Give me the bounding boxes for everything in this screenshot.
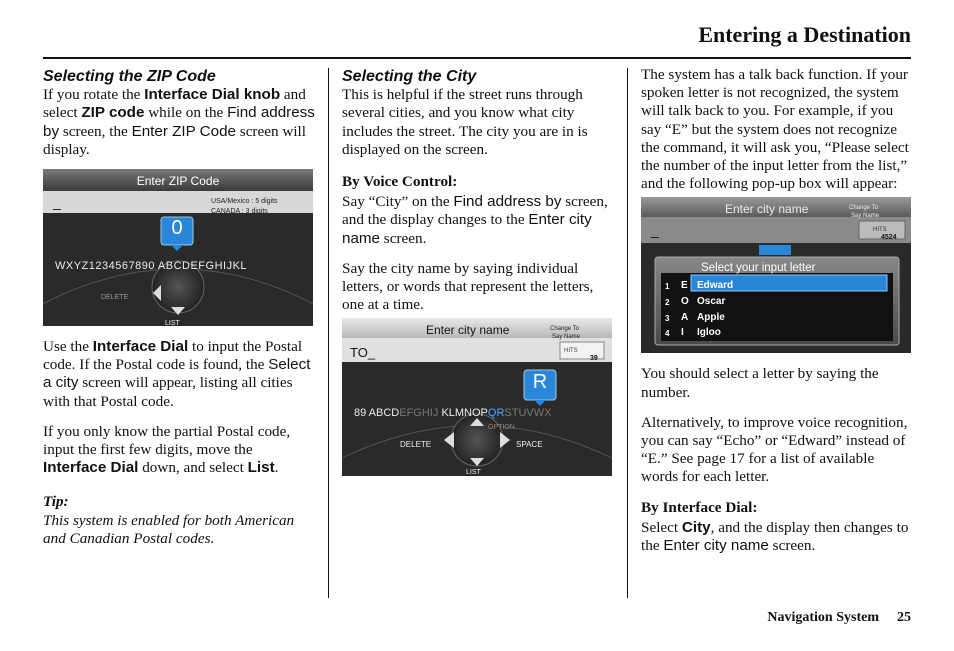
- voice-control-label: By Voice Control:: [342, 173, 458, 191]
- footer-section: Navigation System: [767, 610, 879, 625]
- popup-row-word: Edward: [697, 280, 734, 292]
- select-city-paragraph: Select City, and the display then changes to the Enter city name screen.: [641, 518, 909, 555]
- city-screen-input: TO_: [350, 345, 376, 361]
- popup-row-number: 4: [665, 329, 670, 339]
- heading-city: Selecting the City: [342, 68, 477, 85]
- page-footer: [767, 610, 911, 626]
- title-rule: [43, 57, 911, 59]
- echo-paragraph: Alternatively, to improve voice recognition, you can say “Echo” or “Edward” instead of “E.” See page 17 for a list of available words for each letter.: [641, 413, 908, 486]
- city-screen-dial-characters: 89 ABCDEFGHIJ KLMNOPQRSTUVWX: [354, 407, 552, 420]
- column-zip: [43, 66, 315, 548]
- popup-letter-row[interactable]: [665, 308, 891, 324]
- zip-screen-title: Enter ZIP Code: [136, 174, 220, 189]
- letter-screen-title: Enter city name: [725, 202, 809, 217]
- column-divider-1: [328, 68, 329, 598]
- popup-row-number: 2: [665, 298, 670, 308]
- popup-row-number: 3: [665, 313, 670, 323]
- city-screen-image: [342, 318, 612, 476]
- city-screen-hits-label: HITS: [564, 348, 578, 355]
- column-city: [342, 66, 614, 488]
- popup-letter-row[interactable]: [665, 276, 891, 292]
- page-title: Entering a Destination: [698, 22, 911, 47]
- popup-row-word: Apple: [697, 311, 725, 323]
- talkback-paragraph: The system has a talk back function. If your spoken letter is not recognized, the system will talk back to you. For example, if you say “E” but the system does not recognize the command, it will ask you, “Please select the number of the input letter from the list,” and the following pop-up box will appear:: [641, 66, 909, 193]
- popup-row-number: 1: [665, 282, 670, 292]
- letter-screen-say-name: Say Name: [851, 213, 880, 220]
- city-screen-say-name: Say Name: [552, 334, 581, 341]
- zip-screen-list: LIST: [165, 320, 180, 327]
- popup-row-letter: I: [681, 327, 684, 339]
- page-number: 25: [897, 610, 911, 625]
- interface-dial-label: By Interface Dial:: [641, 498, 758, 516]
- city-paragraph-2: Say “City” on the Find address by screen, and the display changes to the Enter city name screen.: [342, 193, 608, 247]
- zip-paragraph-1: If you rotate the Interface Dial knob and select ZIP code while on the Find address by screen, the Enter ZIP Code screen will display.: [43, 86, 315, 158]
- zip-paragraph-3: If you only know the partial Postal code, input the first few digits, move the Interface Dial down, and select List.: [43, 422, 291, 477]
- zip-screen-selected-digit: 0: [171, 217, 183, 240]
- popup-letter-row[interactable]: [665, 323, 891, 339]
- select-letter-paragraph: You should select a letter by saying the number.: [641, 365, 879, 401]
- letter-screen-cursor: _: [651, 222, 659, 239]
- zip-screen-info-canada: CANADA : 3 digits: [211, 208, 268, 216]
- letter-select-screen-image: [641, 197, 911, 353]
- popup-row-letter: E: [681, 280, 688, 292]
- zip-screen-info-usa: USA/Mexico : 5 digits: [211, 198, 278, 206]
- zip-screen-cursor: _: [53, 194, 61, 211]
- city-screen-option: OPTION: [488, 424, 515, 432]
- popup-title: Select your input letter: [701, 262, 816, 275]
- column-divider-2: [627, 68, 628, 598]
- city-paragraph-3: Say the city name by saying individual letters, or words that represent the letters, one at a time.: [342, 259, 594, 314]
- popup-row-word: Oscar: [697, 296, 726, 308]
- zip-screen-dial-characters: WXYZ1234567890 ABCDEFGHIJKL: [55, 260, 248, 273]
- city-screen-title: Enter city name: [426, 323, 510, 338]
- popup-row-letter: A: [681, 311, 689, 323]
- city-screen-delete: DELETE: [400, 440, 432, 450]
- letter-screen-hits-label: HITS: [873, 227, 887, 234]
- letter-screen-change-to: Change To: [849, 205, 878, 212]
- city-paragraph-1: This is helpful if the street runs through several cities, and you know what city includes the street. The city you are in is displayed on the screen.: [342, 86, 588, 158]
- popup-letter-list: [665, 276, 891, 338]
- tip-label: Tip:: [43, 493, 69, 511]
- zip-screen-delete: DELETE: [101, 294, 129, 302]
- city-screen-space: SPACE: [516, 440, 543, 450]
- zip-screen-image: [43, 169, 313, 326]
- city-screen-hits: 39: [590, 355, 598, 363]
- letter-screen-hits: 4524: [881, 234, 897, 242]
- city-screen-change-to: Change To: [550, 326, 579, 333]
- zip-paragraph-2: Use the Interface Dial to input the Postal code. If the Postal code is found, the Select a city screen will appear, listing all cities with that Postal code.: [43, 338, 311, 410]
- popup-letter-row[interactable]: [665, 292, 891, 308]
- column-talkback: [641, 66, 913, 567]
- city-screen-list: LIST: [466, 469, 481, 477]
- city-screen-selected-letter: R: [532, 371, 548, 394]
- popup-row-letter: O: [681, 296, 689, 308]
- popup-row-word: Igloo: [697, 327, 721, 339]
- heading-zip: Selecting the ZIP Code: [43, 68, 216, 85]
- tip-text: This system is enabled for both American and Canadian Postal codes.: [43, 511, 295, 547]
